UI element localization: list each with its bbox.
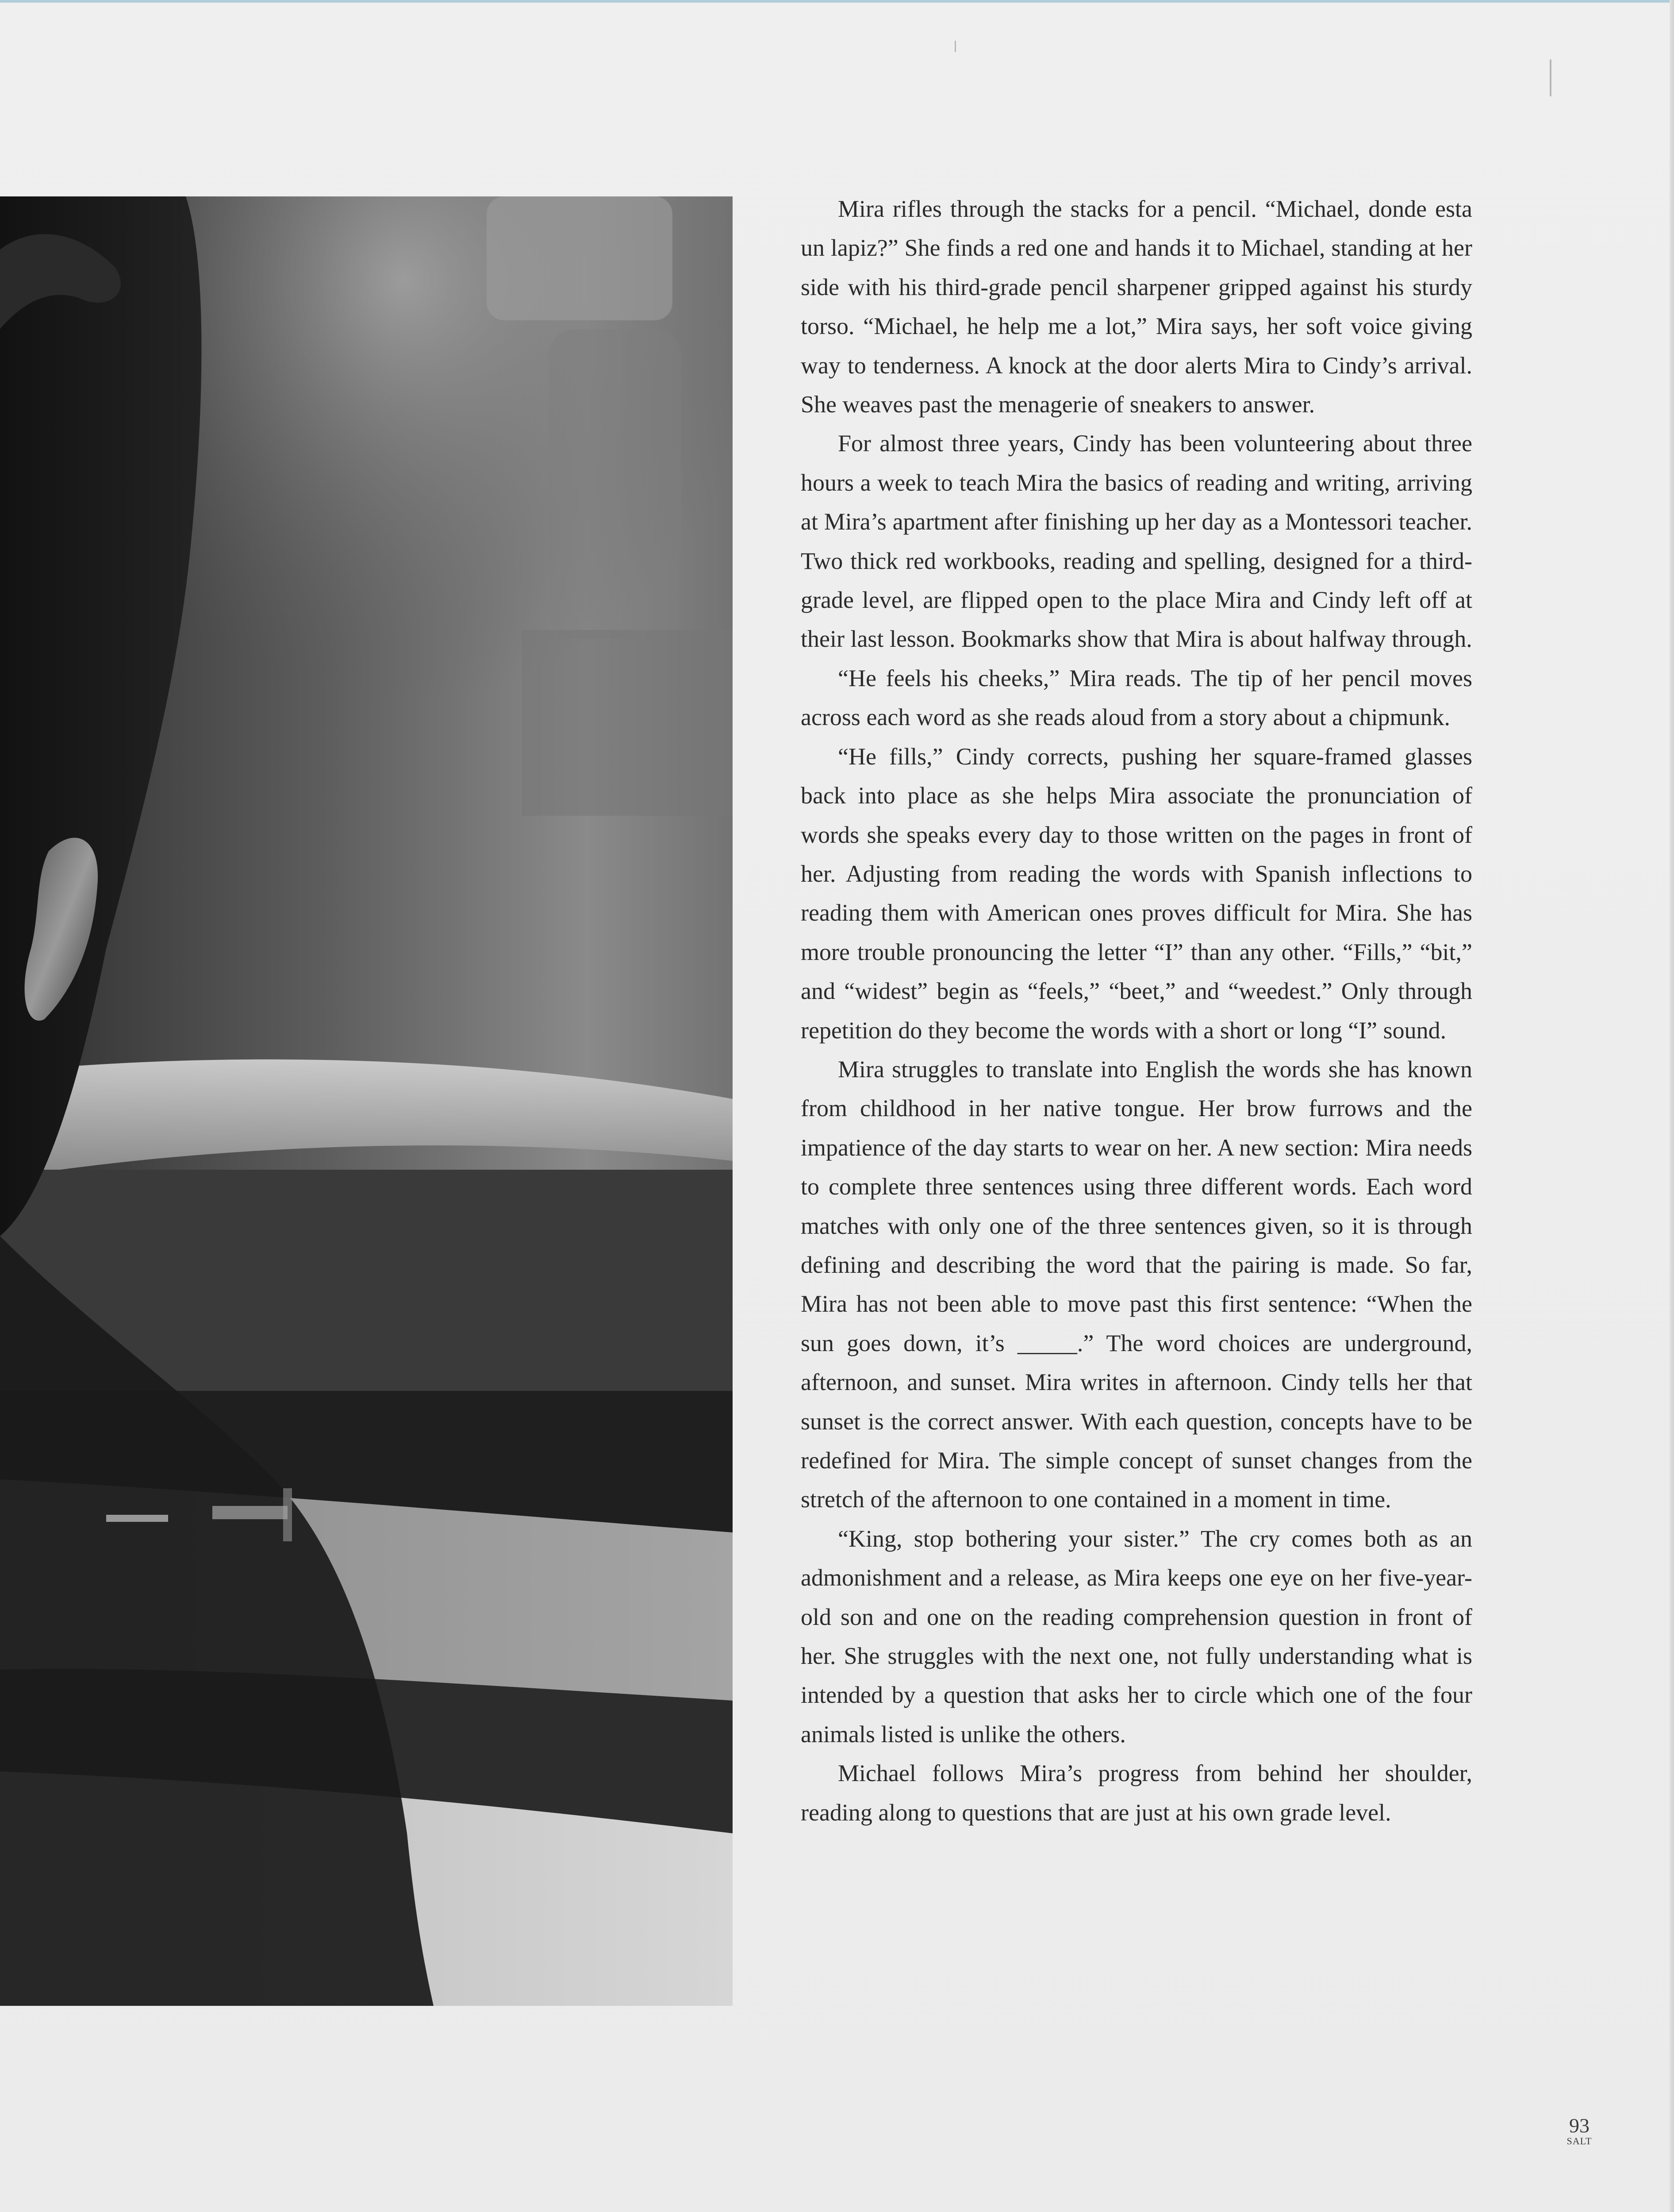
page-number: 93 <box>1569 2114 1590 2137</box>
paragraph: “He feels his cheeks,” Mira reads. The tip of her pencil moves across each word as she reads aloud from a story about a chipmunk. <box>801 664 1472 731</box>
paragraph: For almost three years, Cindy has been volunteering about three hours a week to teach Mira the basics of reading and writing, arriving at Mira’s apartment after finishing up her day as a Montessori teacher. Two thick red workbooks, reading and spelling, designed for a third-grade level, are flipped open to the place Mira and Cindy left off at their last lesson. Bookmarks show that Mira is about halfway through. <box>801 430 1472 653</box>
photo-illustration <box>0 196 733 2006</box>
page-top-edge <box>0 0 1674 3</box>
article-body <box>801 189 1472 1832</box>
page-folio <box>1562 2116 1597 2147</box>
magazine-name: SALT <box>1566 2135 1592 2147</box>
paragraph: Mira rifles through the stacks for a pencil. “Michael, donde esta un lapiz?” She finds a red one and hands it to Michael, standing at her side with his third-grade pencil sharpener gripped against his sturdy torso. “Michael, he help me a lot,” Mira says, her soft voice giving way to tenderness. A knock at the door alerts Mira to Cindy’s arrival. She weaves past the menagerie of sneakers to answer. <box>801 196 1472 418</box>
page-right-edge <box>1670 0 1674 2212</box>
paragraph: “He fills,” Cindy corrects, pushing her square-framed glasses back into place as she helps Mira associate the pronunciation of words she speaks every day to those written on the pages in front of her. Adjusting from reading the words with Spanish inflections to reading them with American ones proves difficult for Mira. She has more trouble pronouncing the letter “I” than any other. “Fills,” “bit,” and “widest” begin as “feels,” “beet,” and “weedest.” Only through repetition do they become the words with a short or long “I” sound. <box>801 743 1472 1044</box>
article-photo <box>0 196 733 2006</box>
scan-speck <box>1550 59 1551 96</box>
scan-speck <box>955 41 956 52</box>
paragraph: “King, stop bothering your sister.” The cry comes both as an admonishment and a release, as Mira keeps one eye on her five-year-old son and one on the reading comprehension question in front of her. She struggles with the next one, not fully understanding what is intended by a question that asks her to circle which one of the four animals listed is unlike the others. <box>801 1525 1472 1747</box>
paragraph: Michael follows Mira’s progress from behind her shoulder, reading along to questions that are just at his own grade level. <box>801 1760 1472 1826</box>
paragraph: Mira struggles to translate into English the words she has known from childhood in her native tongue. Her brow furrows and the impatience of the day starts to wear on her. A new section: Mira needs to complete three sentences using three different words. Each word matches with only one of the three sentences given, so it is through defining and describing the word that the pairing is made. So far, Mira has not been able to move past this first sentence: “When the sun goes down, it’s _____.” The word choices are underground, afternoon, and sunset. Mira writes in afternoon. Cindy tells her that sunset is the correct answer. With each question, concepts have to be redefined for Mira. The simple concept of sunset changes from the stretch of the afternoon to one contained in a moment in time. <box>801 1056 1472 1513</box>
